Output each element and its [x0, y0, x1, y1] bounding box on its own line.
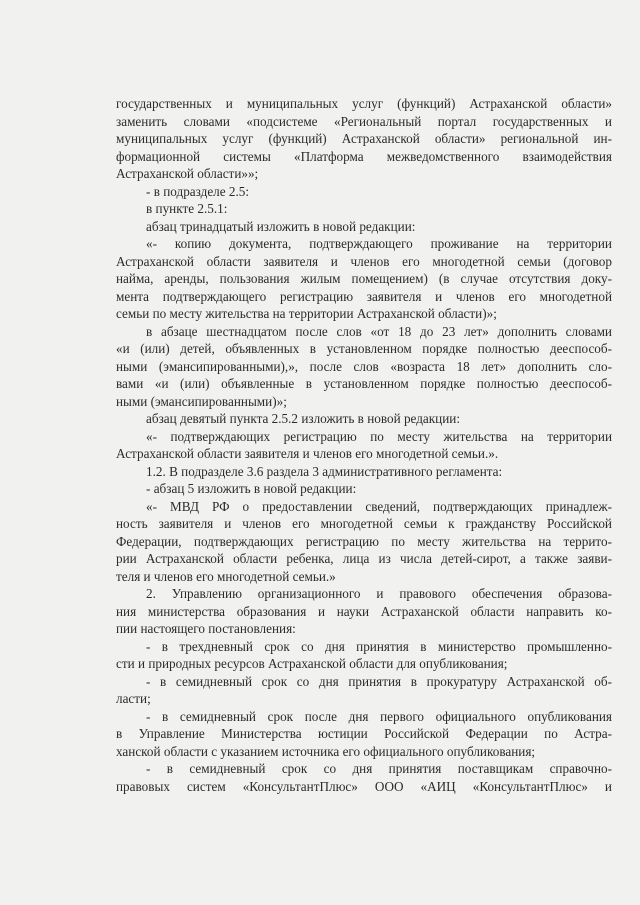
text-line: ными (эмансипированными)»;: [116, 393, 287, 409]
text-line: в Управление Министерства юстиции Российской Федерации по Астра-: [116, 726, 612, 741]
text-line: государственных и муниципальных услуг (функций) Астраханской области»: [116, 96, 612, 111]
text-line: муниципальных услуг (функций) Астраханской области» региональной ин-: [116, 131, 612, 146]
text-line: заменить словами «подсистеме «Региональный портал государственных и: [116, 113, 612, 129]
text-line: ния министерства образования и науки Астраханской области направить ко-: [116, 603, 612, 619]
text-line: - в подразделе 2.5:: [146, 183, 250, 199]
text-line: найма, аренды, пользования жилым помещением) (в случае отсутствия доку-: [116, 271, 612, 286]
text-line: сти и природных ресурсов Астраханской области для опубликования;: [116, 656, 508, 671]
text-line: «- копию документа, подтверждающего проживание на территории: [146, 236, 612, 251]
text-line: ласти;: [116, 691, 151, 706]
text-line: вами «и (или) объявленные в установленном порядке полностью дееспособ-: [116, 376, 612, 391]
text-line: ность заявителя и членов его многодетной семьи к гражданству Российской: [116, 516, 612, 531]
text-line: ными (эмансипированными),», после слов «возраста 18 лет» дополнить сло-: [116, 358, 612, 374]
text-line: рии Астраханской области ребенка, лица из числа детей-сирот, а также заяви-: [116, 551, 612, 566]
text-line: формационной системы «Платформа межведомственного взаимодействия: [116, 148, 612, 164]
text-line: в пункте 2.5.1:: [146, 201, 228, 216]
text-line: 1.2. В подразделе 3.6 раздела 3 административного регламента:: [146, 463, 503, 479]
text-line: - абзац 5 изложить в новой редакции:: [146, 481, 357, 496]
text-line: теля и членов его многодетной семьи.»: [116, 568, 336, 584]
text-line: Астраханской области заявителя и членов его многодетной семьи.».: [116, 446, 499, 461]
text-line: Федерации, подтверждающих регистрацию по месту жительства на террито-: [116, 533, 612, 549]
text-line: правовых систем «КонсультантПлюс» ООО «АИЦ «КонсультантПлюс» и: [116, 778, 612, 794]
text-line: ханской области с указанием источника его официального опубликования;: [116, 743, 536, 759]
text-line: - в трехдневный срок со дня принятия в министерство промышленно-: [146, 638, 612, 654]
text-line: пии настоящего постановления:: [116, 621, 296, 636]
text-line: абзац девятый пункта 2.5.2 изложить в новой редакции:: [146, 411, 461, 426]
text-line: в абзаце шестнадцатом после слов «от 18 до 23 лет» дополнить словами: [146, 323, 612, 339]
text-line: Астраханской области заявителя и членов его многодетной семьи (договор: [116, 253, 612, 269]
text-line: - в семидневный срок со дня принятия поставщикам справочно-: [146, 761, 612, 776]
text-line: - в семидневный срок после дня первого официального опубликования: [146, 708, 612, 724]
text-line: «и (или) детей, объявленных в установленном порядке полностью дееспособ-: [116, 341, 612, 356]
text-line: - в семидневный срок со дня принятия в прокуратуру Астраханской об-: [146, 673, 612, 689]
text-line: 2. Управлению организационного и правового обеспечения образова-: [146, 586, 612, 601]
text-line: мента подтверждающего регистрацию заявителя и членов его многодетной: [116, 288, 612, 304]
text-line: «- подтверждающих регистрацию по месту жительства на территории: [146, 428, 612, 444]
document-text: [116, 95, 612, 795]
text-line: абзац тринадцатый изложить в новой редакции:: [146, 218, 416, 234]
text-line: Астраханской области»»;: [116, 166, 259, 181]
text-line: семьи по месту жительства на территории Астраханской области)»;: [116, 306, 497, 321]
text-line: «- МВД РФ о предоставлении сведений, подтверждающих принадлеж-: [146, 498, 612, 514]
